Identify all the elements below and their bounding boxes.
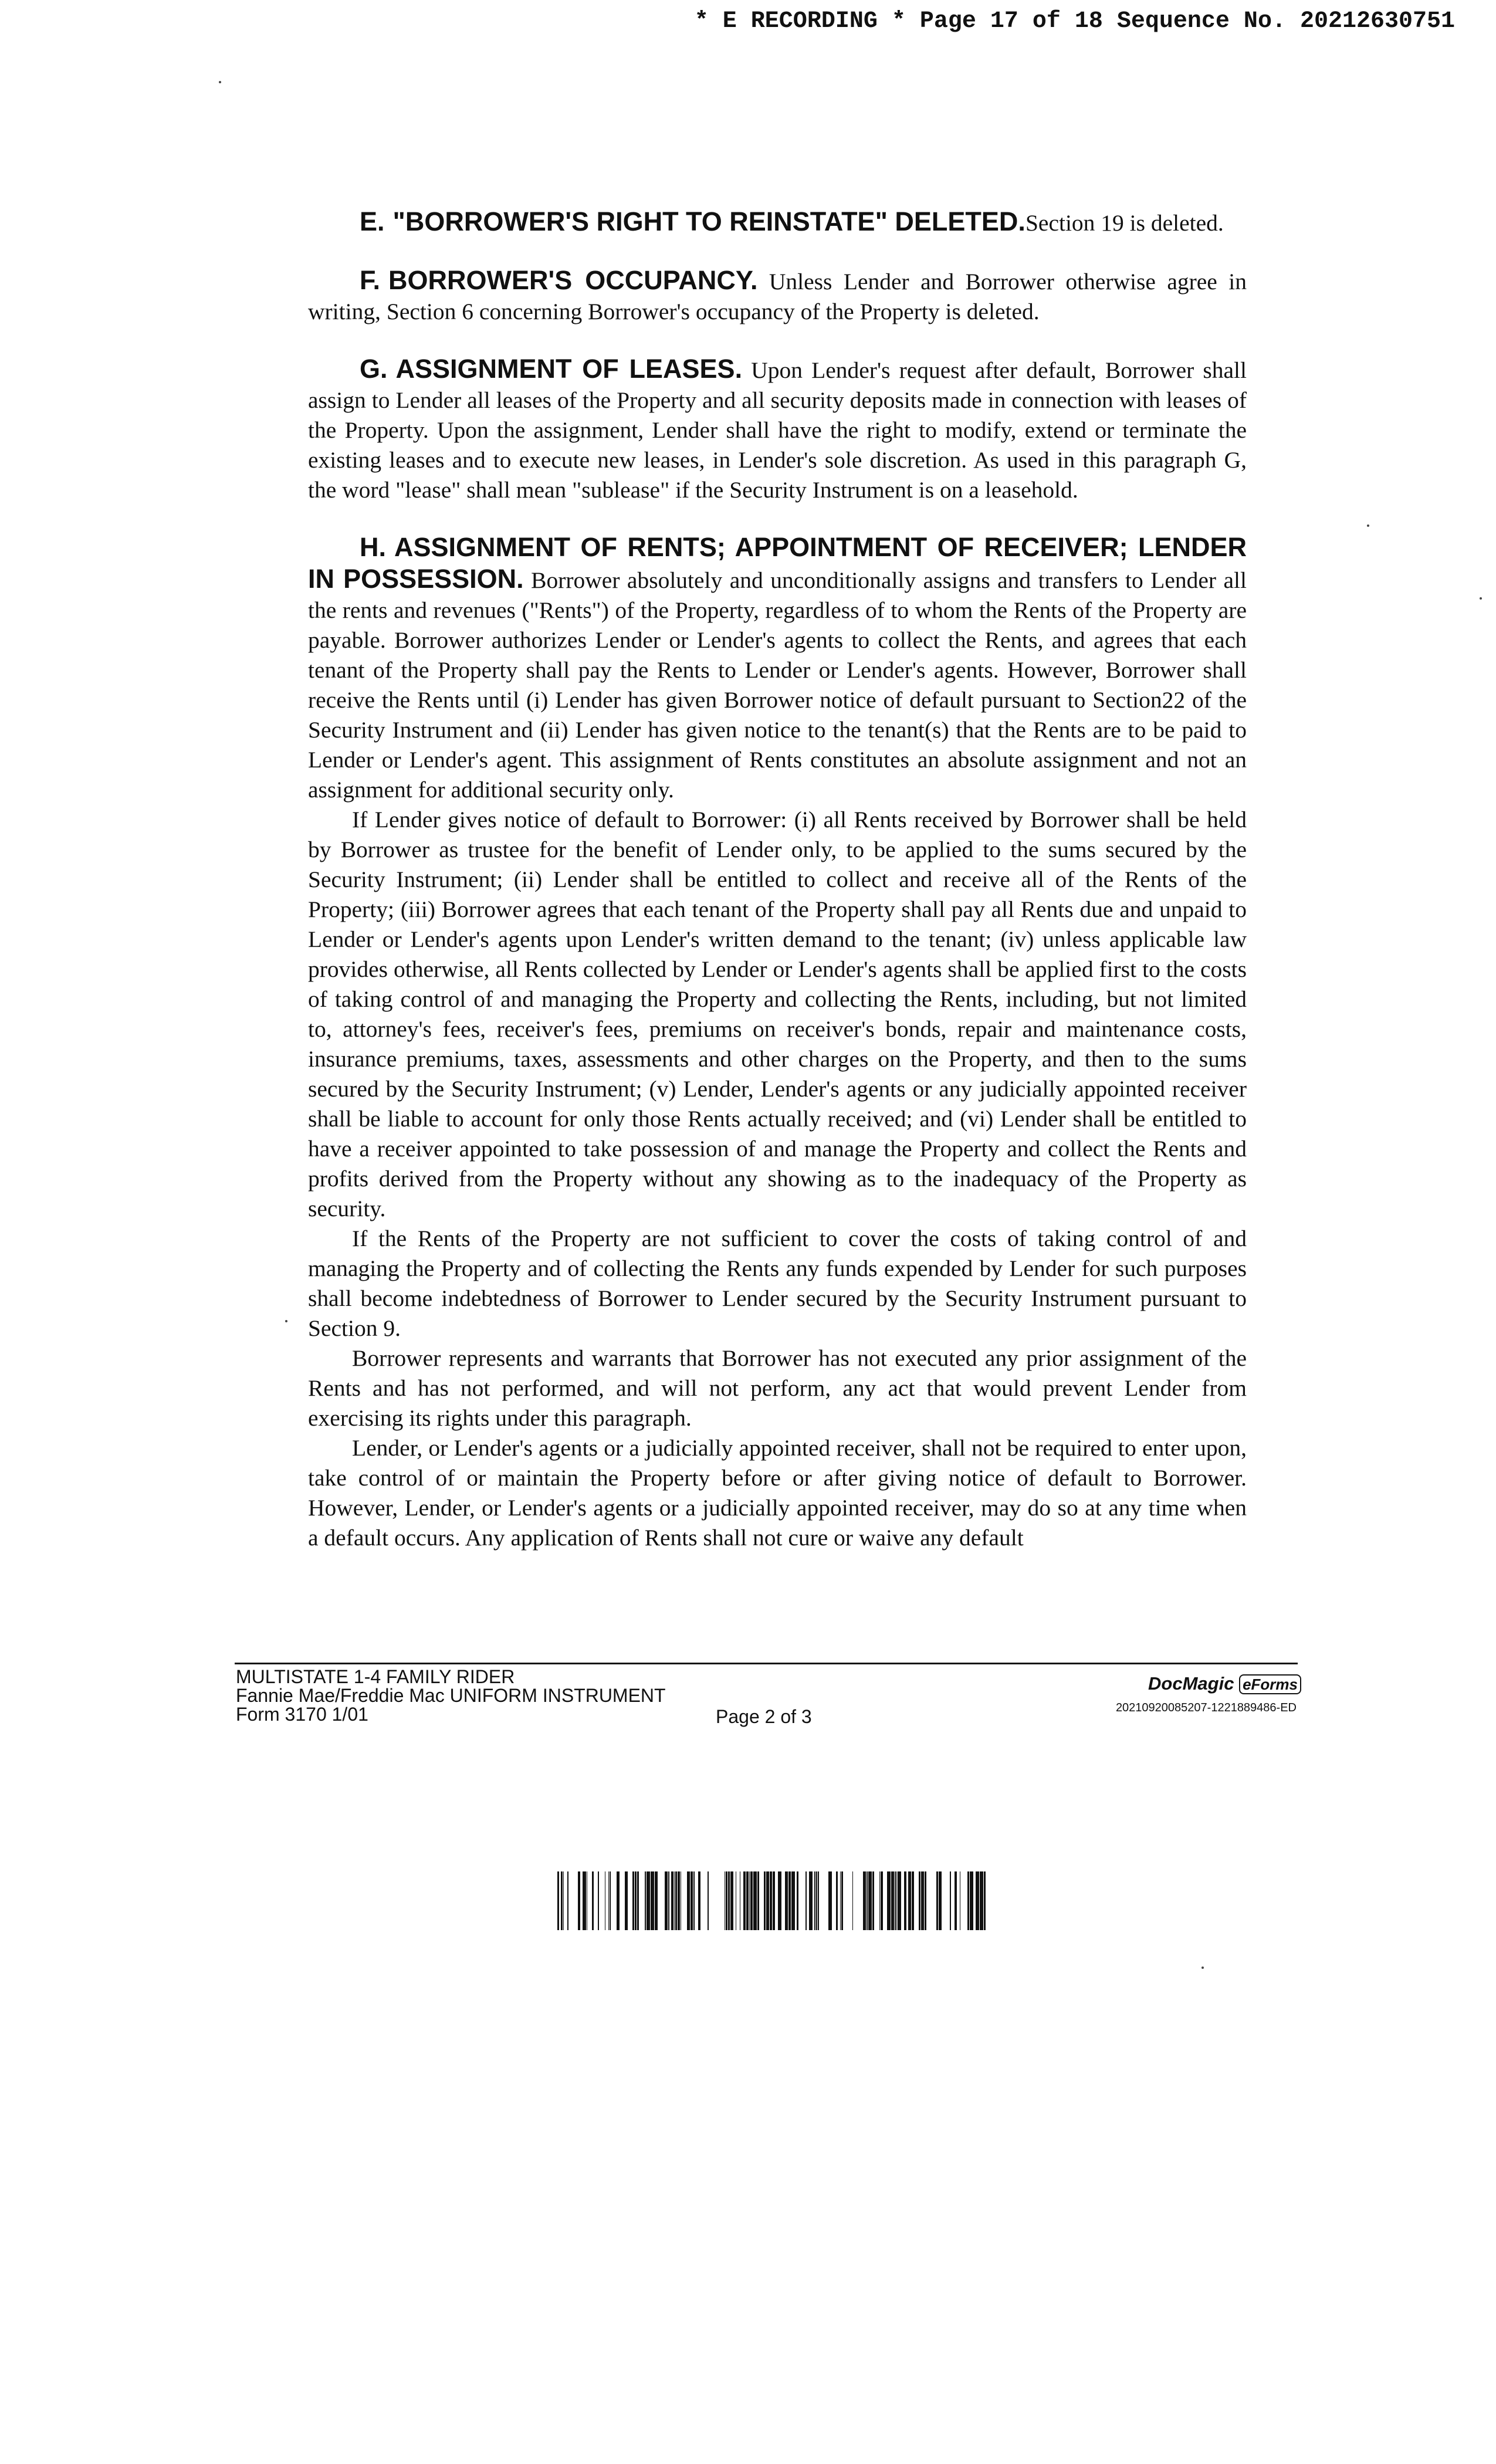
barcode-bar bbox=[950, 1871, 951, 1930]
barcode-bar bbox=[773, 1871, 775, 1930]
barcode-bar bbox=[867, 1871, 868, 1930]
scan-speck bbox=[1480, 597, 1482, 600]
barcode-bar bbox=[895, 1871, 896, 1930]
footer-divider bbox=[235, 1663, 1298, 1664]
barcode-bar bbox=[645, 1871, 646, 1930]
barcode-bar bbox=[687, 1871, 690, 1930]
barcode-bar bbox=[816, 1871, 817, 1930]
section-text: Upon Lender's request after default, Borrower shall assign to Lender all leases of the Property and all security deposits made in connection with leases of the Property. Upon the assignment, Lender shall have the right to modify, extend or terminate the existing leases and to execute new leases, in Lender's sole discretion. As used in this paragraph G, the word "lease" shall mean "sublease" if the Security Instrument is on a leasehold. bbox=[308, 357, 1247, 503]
section-e bbox=[308, 207, 1247, 238]
barcode-bar bbox=[797, 1871, 798, 1930]
section-h-p4: Borrower represents and warrants that Borrower has not executed any prior assignment of the Rents and has not performed, and will not perform, any act that would prevent Lender from exercising its rights under this paragraph. bbox=[308, 1345, 1247, 1431]
barcode-bar bbox=[863, 1871, 866, 1930]
barcode-bar bbox=[635, 1871, 637, 1930]
barcode-bar bbox=[921, 1871, 924, 1930]
barcode-bar bbox=[563, 1871, 564, 1930]
barcode-bar bbox=[757, 1871, 759, 1930]
barcode-bar bbox=[936, 1871, 938, 1930]
barcode-bar bbox=[908, 1871, 911, 1930]
barcode-bar bbox=[678, 1871, 680, 1930]
barcode-bar bbox=[750, 1871, 753, 1930]
barcode-bar bbox=[753, 1871, 757, 1930]
barcode-bar bbox=[557, 1871, 559, 1930]
barcode-bar bbox=[726, 1871, 727, 1930]
barcode-bar bbox=[976, 1871, 979, 1930]
barcode-bar bbox=[980, 1871, 983, 1930]
barcode-bar bbox=[617, 1871, 620, 1930]
scan-speck bbox=[1367, 524, 1369, 527]
barcode-bar bbox=[625, 1871, 628, 1930]
barcode-bar bbox=[836, 1871, 838, 1930]
section-h-p1 bbox=[308, 532, 1247, 805]
barcode-bar bbox=[578, 1871, 580, 1930]
section-heading: BORROWER'S OCCUPANCY. bbox=[388, 265, 758, 295]
scan-speck bbox=[1201, 1967, 1204, 1969]
barcode-bar bbox=[766, 1871, 769, 1930]
barcode-bar bbox=[698, 1871, 700, 1930]
section-h bbox=[308, 532, 1247, 1553]
barcode-bar bbox=[778, 1871, 781, 1930]
barcode-bar bbox=[668, 1871, 669, 1930]
scan-speck bbox=[219, 81, 221, 83]
section-letter: H. bbox=[360, 532, 386, 562]
barcode-bar bbox=[598, 1871, 599, 1930]
barcode-bar bbox=[674, 1871, 675, 1930]
form-instrument: Fannie Mae/Freddie Mac UNIFORM INSTRUMENT bbox=[236, 1685, 666, 1706]
barcode-bar bbox=[898, 1871, 901, 1930]
brand-name: DocMagic bbox=[1148, 1673, 1234, 1694]
barcode-bar bbox=[788, 1871, 791, 1930]
barcode-bar bbox=[852, 1871, 853, 1930]
barcode-bar bbox=[730, 1871, 733, 1930]
section-h-p3: If the Rents of the Property are not sufficient to cover the costs of taking control of and managing the Property and of collecting the Rents any funds expended by Lender for such purposes shall become indebtedness of Borrower to Lender secured by the Security Instrument pursuant to Section 9. bbox=[308, 1226, 1247, 1341]
section-h-p2: If Lender gives notice of default to Borrower: (i) all Rents received by Borrower shall be held by Borrower as trustee for the benefit of Lender only, to be applied to the sums secured by the Security Instrument; (ii) Lender shall be entitled to collect and receive all of the Rents of the Property; (iii) Borrower agrees that each tenant of the Property shall pay all Rents due and unpaid to Lender or Lender's agents upon Lender's written demand to the tenant; (iv) unless applicable law provides otherwise, all Rents collected by Lender or Lender's agents shall be applied first to the costs of taking control of and managing the Property and collecting the Rents, including, but not limited to, attorney's fees, receiver's fees, premiums on receiver's bonds, repair and maintenance costs, insurance premiums, taxes, assessments and other charges on the Property, and then to the sums secured by the Security Instrument; (v) Lender, Lender's agents or any judicially appointed receiver shall be liable to account for only those Rents actually received; and (vi) Lender shall be entitled to have a receiver appointed to take possession of and manage the Property and collect the Rents and profits derived from the Property without any showing as to the inadequacy of the Property as security. bbox=[308, 807, 1247, 1221]
section-letter: F. bbox=[360, 265, 381, 295]
barcode-bar bbox=[583, 1871, 586, 1930]
barcode-bar bbox=[814, 1871, 815, 1930]
barcode-bar bbox=[841, 1871, 843, 1930]
barcode-bar bbox=[743, 1871, 746, 1930]
barcode-bar bbox=[891, 1871, 894, 1930]
barcode-bar bbox=[868, 1871, 872, 1930]
brand-suffix: eForms bbox=[1239, 1674, 1301, 1694]
section-text: Borrower absolutely and unconditionally assigns and transfers to Lender all the rents and revenues ("Rents") of the Property, regardless of to whom the Rents of the Property are payable. Borrower authorizes Lender or Lender's agents to collect the Rents, and agrees that each tenant of the Property shall pay the Rents to Lender or Lender's agents. However, Borrower shall receive the Rents until (i) Lender has given Borrower notice of default pursuant to Section22 of the Security Instrument and (ii) Lender has given notice to the tenant(s) that the Rents are to be paid to Lender or Lender's agent. This assignment of Rents constitutes an absolute assignment and not an assignment for additional security only. bbox=[308, 567, 1247, 803]
barcode-bar bbox=[655, 1871, 658, 1930]
barcode-bar bbox=[567, 1871, 568, 1930]
barcode-bar bbox=[896, 1871, 897, 1930]
section-f bbox=[308, 265, 1247, 327]
barcode bbox=[557, 1871, 986, 1930]
barcode-bar bbox=[746, 1871, 749, 1930]
barcode-bar bbox=[925, 1871, 926, 1930]
section-g bbox=[308, 354, 1247, 505]
docmagic-logo bbox=[1148, 1673, 1301, 1694]
barcode-bar bbox=[805, 1871, 807, 1930]
barcode-bar bbox=[967, 1871, 969, 1930]
barcode-bar bbox=[632, 1871, 634, 1930]
section-heading: "BORROWER'S RIGHT TO REINSTATE" DELETED. bbox=[392, 207, 1025, 236]
barcode-bar bbox=[770, 1871, 772, 1930]
barcode-bar bbox=[840, 1871, 841, 1930]
barcode-bar bbox=[728, 1871, 730, 1930]
section-h-p5: Lender, or Lender's agents or a judicially appointed receiver, shall not be required to enter upon, take control of or maintain the Property before or after giving notice of default to Borrower. However, Lender, or Lender's agents or a judicially appointed receiver, may do so at any time when a default occurs. Any application of Rents shall not cure or waive any default bbox=[308, 1435, 1247, 1551]
barcode-bar bbox=[809, 1871, 813, 1930]
barcode-bar bbox=[637, 1871, 639, 1930]
scan-speck bbox=[285, 1320, 287, 1322]
form-title: MULTISTATE 1-4 FAMILY RIDER bbox=[236, 1666, 515, 1687]
barcode-bar bbox=[671, 1871, 673, 1930]
barcode-bar bbox=[647, 1871, 650, 1930]
barcode-bar bbox=[879, 1871, 880, 1930]
form-number: Form 3170 1/01 bbox=[236, 1704, 368, 1725]
section-letter: E. bbox=[360, 207, 385, 236]
barcode-bar bbox=[708, 1871, 709, 1930]
barcode-bar bbox=[881, 1871, 883, 1930]
page-number: Page 2 of 3 bbox=[716, 1706, 812, 1727]
barcode-bar bbox=[828, 1871, 832, 1930]
barcode-bar bbox=[887, 1871, 891, 1930]
barcode-bar bbox=[691, 1871, 693, 1930]
barcode-bar bbox=[651, 1871, 654, 1930]
recording-header: * E RECORDING * Page 17 of 18 Sequence No. 20212630751 bbox=[694, 8, 1455, 35]
barcode-bar bbox=[904, 1871, 906, 1930]
section-text: Unless Lender and Borrower otherwise agree in writing, Section 6 concerning Borrower's occupancy of the Property is deleted. bbox=[308, 269, 1247, 324]
barcode-bar bbox=[608, 1871, 609, 1930]
document-id: 20210920085207-1221889486-ED bbox=[1115, 1701, 1297, 1714]
form-identification bbox=[236, 1667, 666, 1724]
section-heading: ASSIGNMENT OF RENTS; APPOINTMENT OF RECEIVER; LENDER IN POSSESSION. bbox=[308, 532, 1247, 594]
barcode-bar bbox=[675, 1871, 677, 1930]
barcode-bar bbox=[984, 1871, 986, 1930]
barcode-bar bbox=[561, 1871, 563, 1930]
barcode-bar bbox=[791, 1871, 795, 1930]
barcode-bar bbox=[592, 1871, 594, 1930]
rider-body bbox=[308, 207, 1247, 1553]
barcode-bar bbox=[919, 1871, 920, 1930]
barcode-bar bbox=[970, 1871, 973, 1930]
barcode-bar bbox=[610, 1871, 611, 1930]
barcode-bar bbox=[912, 1871, 914, 1930]
barcode-bar bbox=[785, 1871, 788, 1930]
barcode-bar bbox=[818, 1871, 819, 1930]
barcode-bar bbox=[764, 1871, 766, 1930]
barcode-bar bbox=[939, 1871, 942, 1930]
barcode-bar bbox=[955, 1871, 957, 1930]
barcode-bar bbox=[665, 1871, 668, 1930]
section-text: Section 19 is deleted. bbox=[1025, 210, 1224, 236]
section-letter: G. bbox=[360, 354, 388, 384]
barcode-bar bbox=[693, 1871, 695, 1930]
section-heading: ASSIGNMENT OF LEASES. bbox=[395, 354, 743, 384]
barcode-bar bbox=[872, 1871, 874, 1930]
barcode-bar bbox=[749, 1871, 750, 1930]
